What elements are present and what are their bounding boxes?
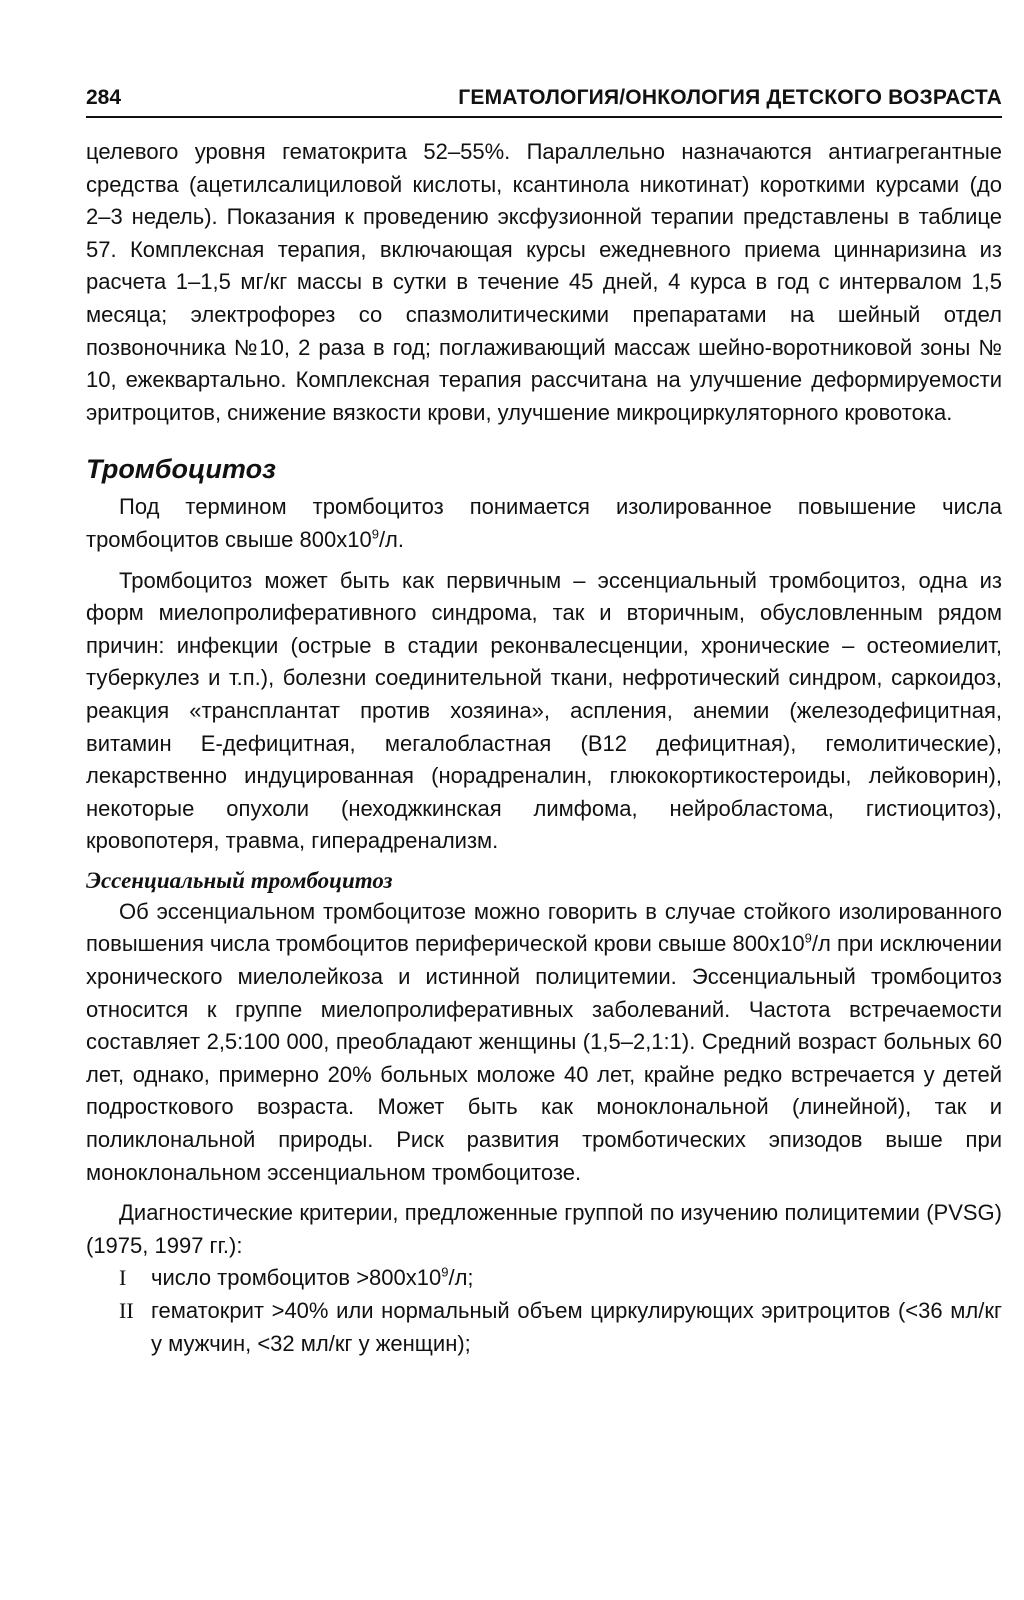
criteria-list <box>86 1262 1002 1360</box>
superscript: 9 <box>371 526 379 542</box>
page-number: 284 <box>86 86 122 109</box>
definition-text: Под термином тромбоцитоз понимается изолированное повышение числа тромбоцитов свыше 800х10 <box>86 494 1002 552</box>
superscript: 9 <box>804 931 812 947</box>
section-title: Тромбоцитоз <box>86 454 276 485</box>
essential-text-rest: /л при исключении хронического миелолейкоза и истинной полицитемии. Эссенциальный тромбоцитоз относится к группе миелопролиферативных заболеваний. Частота встречаемости составляет 2,5:100 000, преобладают женщины (1,5–2,1:1). Средний возраст больных 60 лет, однако, примерно 20% больных моложе 40 лет, крайне редко встречается у детей подросткового возраста. Может быть как моноклональной (линейной), так и поликлональной природы. Риск развития тромботических эпизодов выше при моноклональном эссенциальном тромбоцитозе. <box>86 931 1002 1185</box>
causes-paragraph: Тромбоцитоз может быть как первичным – эссенциальный тромбоцитоз, одна из форм миелопролиферативного синдрома, так и вторичным, обусловленным рядом причин: инфекции (острые в стадии реконвалесценции, хронические – остеомиелит, туберкулез и т.п.), болезни соединительной ткани, нефротический синдром, саркоидоз, реакция «трансплантат против хозяина», аспления, анемии (железодефицитная, витамин Е-дефицитная, мегалобластная (В12 дефицитная), гемолитические), лекарственно индуцированная (норадреналин, глюкокортикостероиды, лейковорин), некоторые опухоли (неходжкинская лимфома, нейробластома, гистиоцитоз), кровопотеря, травма, гиперадренализм. <box>86 567 1002 854</box>
book-page <box>86 86 1002 1360</box>
criteria-intro: Диагностические критерии, предложенные группой по изучению полицитемии (PVSG) (1975, 1997 гг.): <box>86 1200 1002 1258</box>
essential-text-start: Об эссенциальном тромбоцитозе можно говорить в случае стойкого изолированного повышения числа тромбоцитов периферической крови свыше 800х10 <box>86 898 1002 957</box>
list-item-text: гематокрит >40% или нормальный объем циркулирующих эритроцитов (<36 мл/кг у мужчин, <32 мл/кг у женщин); <box>151 1298 1002 1356</box>
definition-unit: /л. <box>378 526 404 552</box>
superscript: 9 <box>441 1265 449 1281</box>
list-item <box>119 1295 1002 1360</box>
page-content <box>86 136 1002 1360</box>
list-item-unit: /л; <box>448 1265 474 1291</box>
running-title: ГЕМАТОЛОГИЯ/ОНКОЛОГИЯ ДЕТСКОГО ВОЗРАСТА <box>458 86 1002 109</box>
subsection-title: Эссенциальный тромбоцитоз <box>86 867 393 893</box>
definition-paragraph <box>86 491 1002 556</box>
list-item-text: число тромбоцитов >800х10 <box>151 1265 442 1291</box>
essential-paragraph <box>86 896 1002 1189</box>
intro-paragraph: целевого уровня гематокрита 52–55%. Параллельно назначаются антиагрегантные средства (ацетилсалициловой кислоты, ксантинола никотинат) короткими курсами (до 2–3 недель). Показания к проведению эксфузионной терапии представлены в таблице 57. Комплексная терапия, включающая курсы ежедневного приема циннаризина из расчета 1–1,5 мг/кг массы в сутки в течение 45 дней, 4 курса в год с интервалом 1,5 месяца; электрофорез со спазмолитическими препаратами на шейный отдел позвоночника №10, 2 раза в год; поглаживающий массаж шейно-воротниковой зоны № 10, ежеквартально. Комплексная терапия рассчитана на улучшение деформируемости эритроцитов, снижение вязкости крови, улучшение микроциркуляторного кровотока. <box>86 139 1002 425</box>
list-item <box>119 1262 1002 1295</box>
page-header <box>86 86 1002 118</box>
list-item-number: I <box>119 1265 127 1291</box>
list-item-number: II <box>119 1298 134 1323</box>
